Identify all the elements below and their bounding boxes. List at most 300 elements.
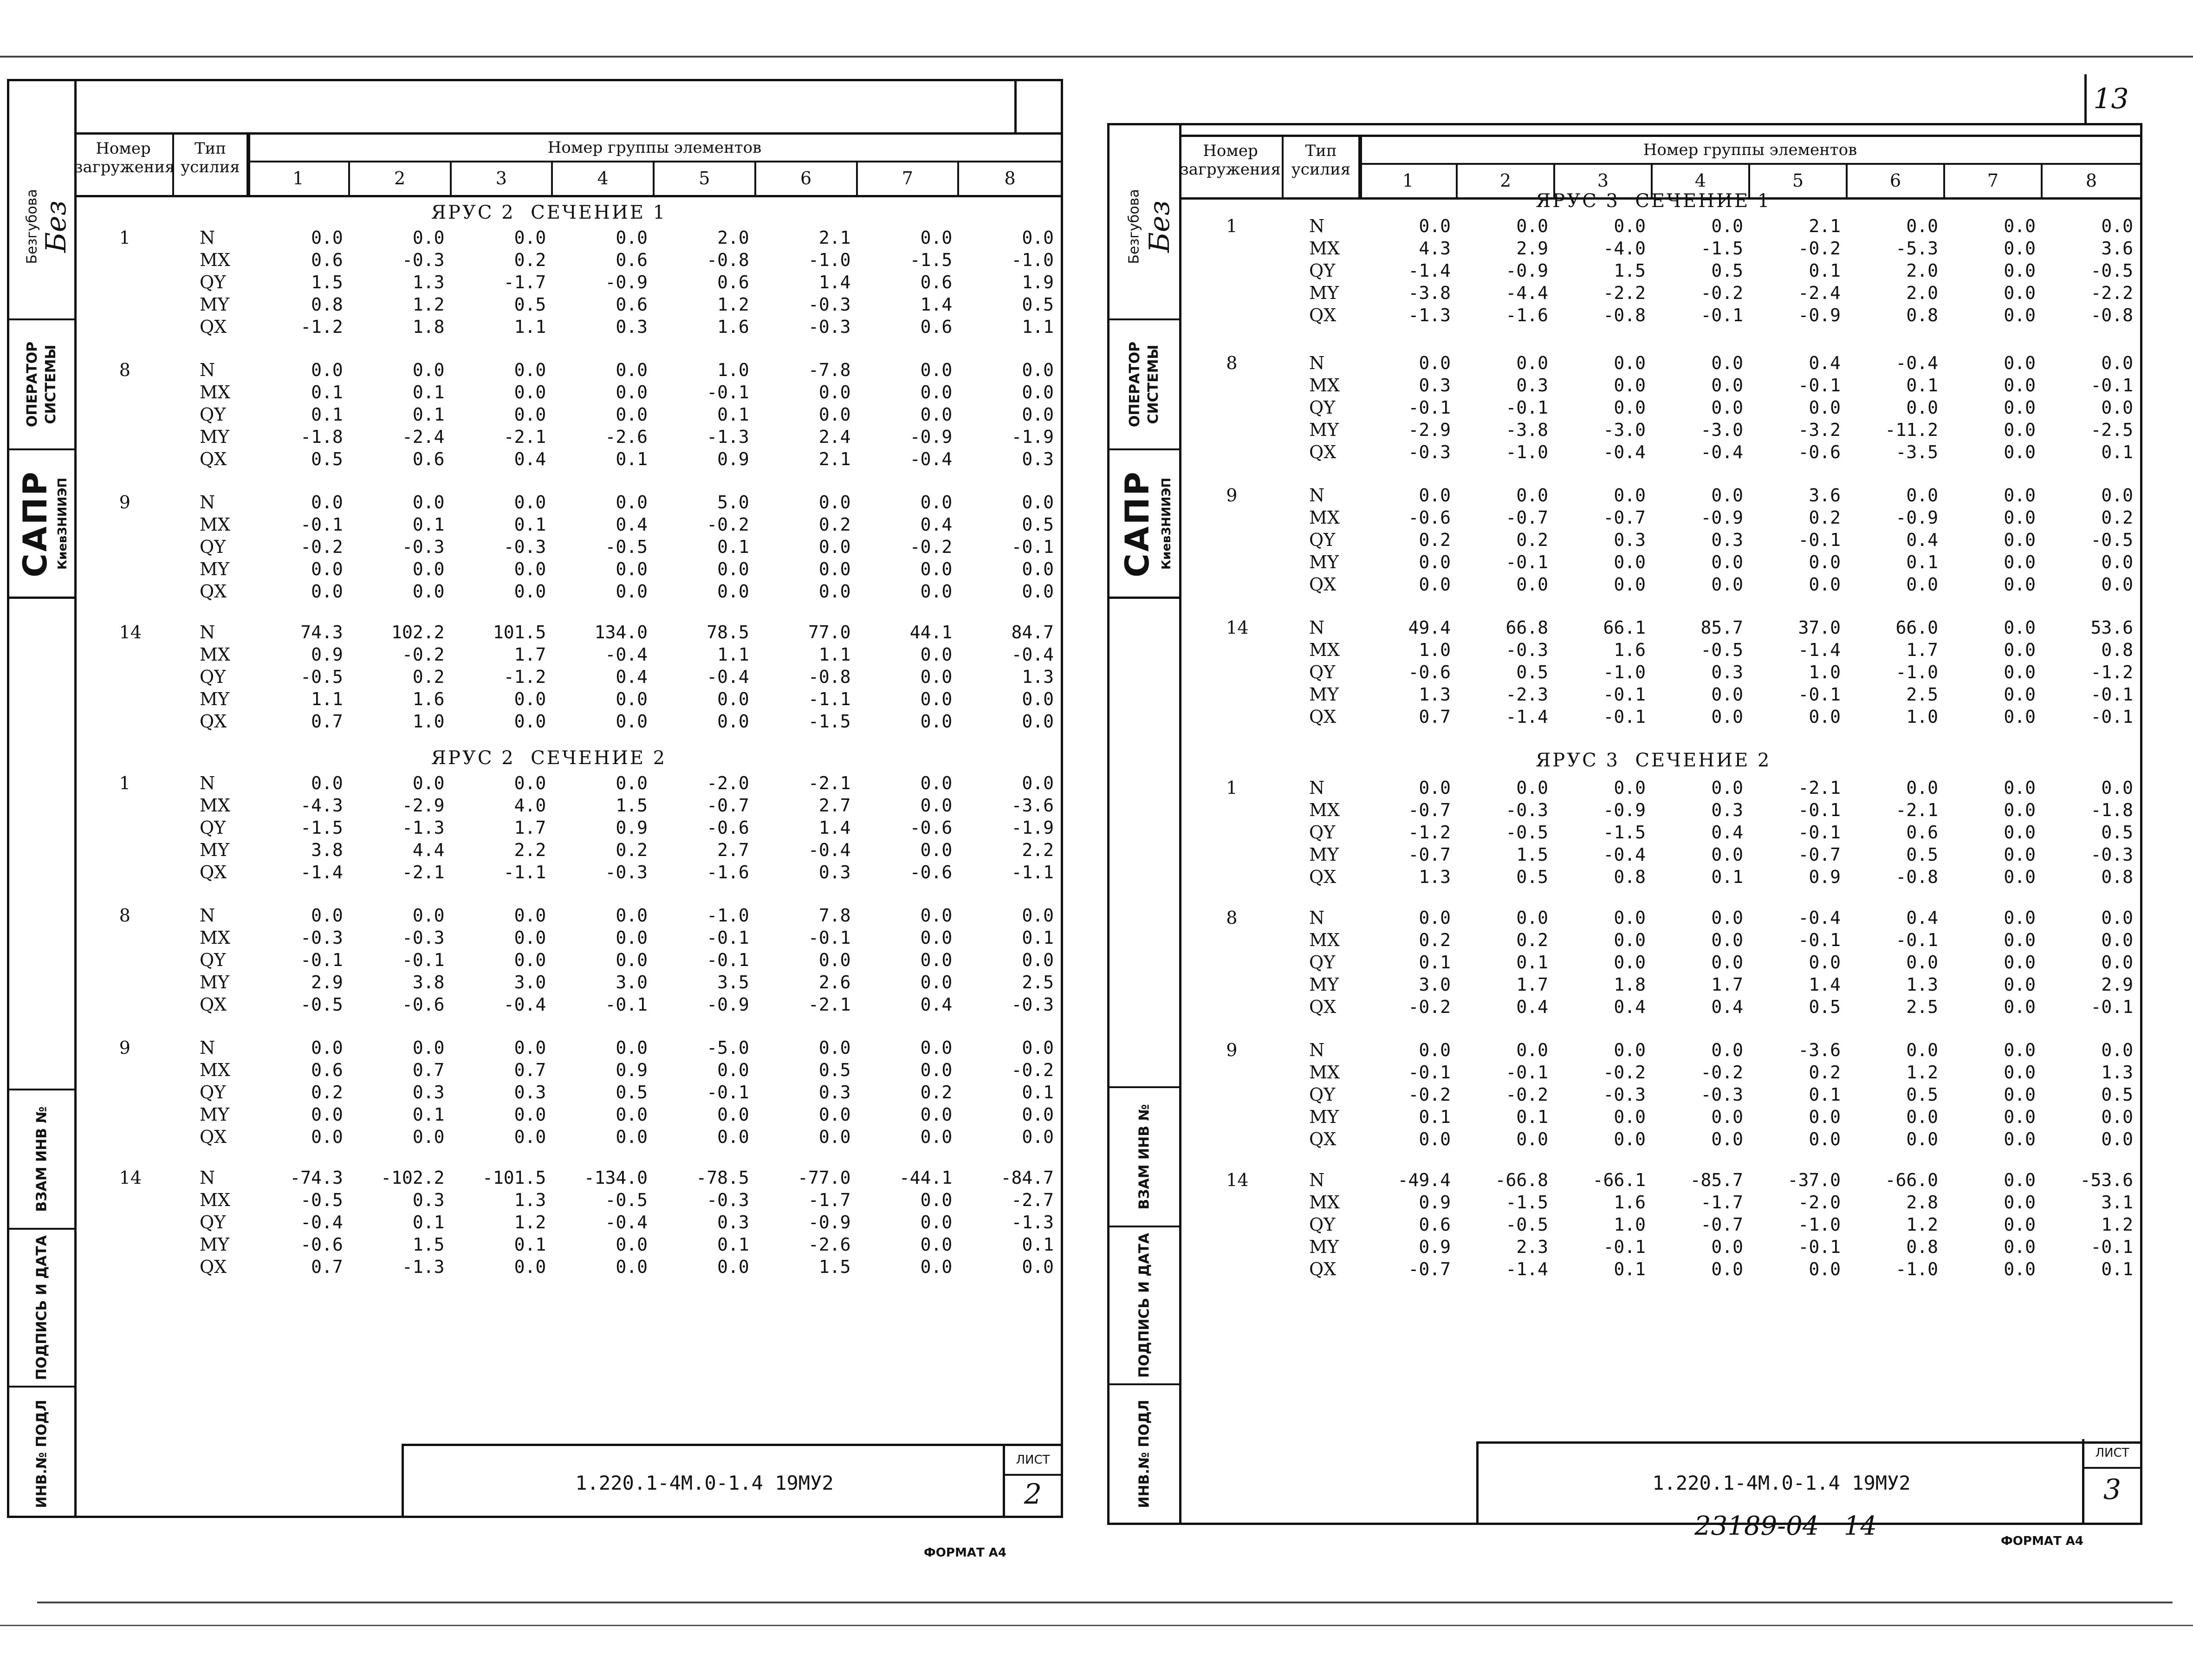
value-cell: 0.0 — [2004, 283, 2036, 303]
value-cell: 0.1 — [1906, 375, 1938, 396]
invpodl-box-r — [1109, 1383, 1179, 1523]
force-type-label: MY — [1309, 283, 1339, 303]
value-cell: 0.0 — [1809, 1107, 1841, 1127]
value-cell: 85.7 — [1700, 617, 1743, 638]
section-title: ЯРУС 2 СЕЧЕНИЕ 1 — [431, 202, 667, 223]
value-cell: -1.0 — [1798, 1214, 1841, 1235]
force-type-label: MY — [200, 972, 229, 992]
value-cell: -3.6 — [1798, 1040, 1841, 1060]
header-load-number: Номер загружения — [74, 135, 174, 195]
podpis-box — [9, 1228, 74, 1386]
value-cell: -0.1 — [1505, 1062, 1548, 1083]
load-number: 9 — [119, 492, 130, 512]
value-cell: -2.2 — [2090, 283, 2133, 303]
value-cell: -1.5 — [1700, 238, 1743, 259]
force-type-label: QY — [1309, 822, 1336, 843]
header-group-title: Номер группы элементов — [1360, 137, 2140, 165]
value-cell: 0.9 — [1809, 867, 1841, 887]
value-cell: 0.0 — [1809, 1129, 1841, 1149]
force-type-label: N — [1309, 1040, 1325, 1060]
value-cell: 0.0 — [616, 928, 648, 948]
value-cell: -2.9 — [402, 795, 445, 816]
value-cell: 0.0 — [2004, 530, 2036, 550]
value-cell: 0.0 — [1711, 844, 1743, 865]
force-type-label: MY — [1309, 552, 1339, 572]
value-cell: -11.2 — [1885, 420, 1938, 440]
header-col-3: 3 — [452, 162, 553, 195]
value-cell: 0.0 — [514, 950, 546, 970]
vzam-label: ВЗАМ ИНВ № — [33, 1106, 50, 1212]
value-cell: 0.2 — [1419, 530, 1451, 550]
value-cell: -0.4 — [1011, 644, 1054, 665]
force-type-label: MX — [1309, 800, 1340, 820]
force-type-label: QY — [1309, 397, 1336, 418]
value-cell: 0.0 — [1906, 485, 1938, 506]
value-cell: 0.0 — [1614, 1040, 1646, 1060]
header-col-1: 1 — [1360, 165, 1458, 197]
value-cell: 1.3 — [2101, 1062, 2133, 1083]
value-cell: 0.0 — [311, 905, 343, 926]
value-cell: 0.0 — [2004, 867, 2036, 887]
value-cell: 0.0 — [920, 1234, 953, 1255]
value-cell: 1.2 — [412, 294, 445, 315]
value-cell: 1.4 — [818, 272, 851, 292]
value-cell: -0.2 — [1505, 1084, 1548, 1105]
value-cell: 1.2 — [1906, 1062, 1938, 1083]
header-force-type: Тип усилия — [1284, 137, 1360, 197]
value-cell: 0.0 — [1419, 485, 1451, 506]
value-cell: -2.3 — [1505, 684, 1548, 705]
value-cell: -0.7 — [1505, 507, 1548, 528]
value-cell: 1.3 — [1022, 667, 1054, 687]
value-cell: -0.3 — [1011, 994, 1054, 1015]
value-cell: 0.0 — [2004, 930, 2036, 950]
sheet-left — [7, 79, 1063, 1518]
value-cell: -0.1 — [1408, 397, 1451, 418]
value-cell: 134.0 — [594, 622, 648, 642]
value-cell: 0.0 — [1022, 360, 1054, 380]
value-cell: -1.5 — [808, 711, 851, 732]
value-cell: 0.1 — [311, 382, 343, 402]
load-number: 1 — [1226, 216, 1238, 236]
value-cell: -3.6 — [1011, 795, 1054, 816]
force-type-label: QX — [1309, 707, 1337, 727]
force-type-label: MX — [1309, 238, 1340, 259]
value-cell: 0.0 — [514, 905, 546, 926]
value-cell: 0.0 — [311, 581, 343, 602]
value-cell: 2.6 — [818, 972, 851, 992]
value-cell: -1.2 — [2090, 662, 2133, 682]
value-cell: 0.8 — [311, 294, 343, 315]
value-cell: 0.0 — [412, 773, 445, 793]
section-title: ЯРУС 2 СЕЧЕНИЕ 2 — [431, 747, 667, 769]
force-type-label: QX — [200, 317, 227, 337]
value-cell: 1.5 — [818, 1257, 851, 1277]
value-cell: 0.0 — [1711, 778, 1743, 798]
force-type-label: N — [200, 360, 215, 380]
value-cell: -66.8 — [1495, 1170, 1548, 1190]
value-cell: 0.0 — [1419, 908, 1451, 928]
header-col-8: 8 — [2085, 170, 2097, 191]
value-cell: -5.3 — [1895, 238, 1938, 259]
value-cell: 0.5 — [1711, 260, 1743, 281]
value-cell: -1.0 — [1011, 250, 1054, 270]
value-cell: -0.9 — [605, 272, 648, 292]
invpodl-box — [9, 1386, 74, 1520]
author-name-r: Безгубова — [1126, 189, 1142, 264]
value-cell: 66.8 — [1505, 617, 1548, 638]
value-cell: 0.0 — [412, 905, 445, 926]
value-cell: 0.0 — [1614, 485, 1646, 506]
value-cell: 0.0 — [920, 667, 953, 687]
value-cell: -66.1 — [1592, 1170, 1646, 1190]
force-type-label: MX — [200, 1060, 230, 1080]
value-cell: 0.0 — [1906, 1129, 1938, 1149]
value-cell: 0.0 — [2004, 908, 2036, 928]
value-cell: 0.0 — [1614, 216, 1646, 236]
value-cell: 0.7 — [311, 711, 343, 732]
force-type-label: QY — [1309, 1214, 1336, 1235]
force-type-label: MX — [200, 514, 230, 535]
value-cell: -85.7 — [1690, 1170, 1743, 1190]
value-cell: 0.0 — [616, 1257, 648, 1277]
value-cell: 0.0 — [920, 905, 953, 926]
value-cell: 0.2 — [311, 1082, 343, 1103]
value-cell: 2.2 — [1022, 840, 1054, 860]
value-cell: 1.7 — [1516, 974, 1548, 995]
value-cell: 0.0 — [2004, 684, 2036, 705]
value-cell: 0.0 — [1711, 1129, 1743, 1149]
value-cell: 0.0 — [1711, 574, 1743, 595]
value-cell: 0.0 — [2004, 552, 2036, 572]
value-cell: 0.0 — [1809, 574, 1841, 595]
value-cell: -0.6 — [300, 1234, 343, 1255]
value-cell: 3.8 — [412, 972, 445, 992]
value-cell: 0.1 — [1711, 867, 1743, 887]
value-cell: -0.6 — [1408, 507, 1451, 528]
value-cell: 0.6 — [920, 272, 953, 292]
value-cell: -1.1 — [503, 862, 546, 882]
page-number: 13 — [2093, 83, 2129, 115]
value-cell: 0.0 — [2004, 1259, 2036, 1279]
value-cell: 2.0 — [1906, 260, 1938, 281]
value-cell: 0.0 — [1906, 1107, 1938, 1127]
value-cell: 0.0 — [514, 711, 546, 732]
value-cell: -0.3 — [402, 537, 445, 557]
value-cell: 0.0 — [514, 404, 546, 425]
value-cell: -0.1 — [707, 928, 749, 948]
value-cell: -0.1 — [2090, 375, 2133, 396]
value-cell: 1.4 — [818, 817, 851, 838]
value-cell: -0.1 — [1798, 375, 1841, 396]
force-type-label: N — [1309, 216, 1325, 236]
value-cell: 0.4 — [920, 514, 953, 535]
header-col-1: 1 — [248, 162, 350, 195]
value-cell: -0.1 — [2090, 684, 2133, 705]
value-cell: 0.0 — [2101, 778, 2133, 798]
value-cell: 0.0 — [2004, 640, 2036, 660]
value-cell: -0.8 — [707, 250, 749, 270]
value-cell: -0.7 — [1700, 1214, 1743, 1235]
value-cell: 2.5 — [1906, 684, 1938, 705]
value-cell: 0.4 — [1711, 822, 1743, 843]
value-cell: 1.5 — [311, 272, 343, 292]
value-cell: 0.8 — [1614, 867, 1646, 887]
podpis-label: ПОДПИСЬ И ДАТА — [33, 1235, 50, 1381]
value-cell: -0.2 — [1408, 997, 1451, 1017]
value-cell: -0.9 — [707, 994, 749, 1015]
value-cell: 0.0 — [311, 1127, 343, 1147]
value-cell: -101.5 — [482, 1168, 546, 1188]
value-cell: -0.1 — [605, 994, 648, 1015]
sheet-label-r: ЛИСТ — [2084, 1439, 2140, 1469]
value-cell: 0.0 — [920, 404, 953, 425]
value-cell: -134.0 — [584, 1168, 648, 1188]
force-type-label: MX — [200, 382, 230, 402]
force-type-label: QX — [1309, 1129, 1337, 1149]
load-number: 14 — [119, 622, 142, 642]
value-cell: 53.6 — [2090, 617, 2133, 638]
value-cell: 0.5 — [1906, 1084, 1938, 1105]
value-cell: 0.4 — [1516, 997, 1548, 1017]
vzam-box-r — [1109, 1086, 1179, 1226]
value-cell: -4.3 — [300, 795, 343, 816]
value-cell: 0.2 — [818, 514, 851, 535]
value-cell: 101.5 — [493, 622, 546, 642]
force-type-label: MX — [200, 250, 230, 270]
force-type-label: MY — [1309, 420, 1339, 440]
doc-code: 1.220.1-4М.0-1.4 19МУ2 — [575, 1472, 834, 1494]
value-cell: 0.0 — [2004, 1170, 2036, 1190]
value-cell: 0.0 — [2101, 574, 2133, 595]
value-cell: 1.0 — [717, 360, 749, 380]
value-cell: 0.0 — [1614, 1129, 1646, 1149]
force-type-label: MY — [1309, 974, 1339, 995]
value-cell: -0.1 — [1408, 1062, 1451, 1083]
value-cell: 0.1 — [717, 404, 749, 425]
value-cell: 2.5 — [1906, 997, 1938, 1017]
force-type-label: QX — [1309, 867, 1337, 887]
value-cell: 0.0 — [2004, 997, 2036, 1017]
value-cell: 0.0 — [1711, 1259, 1743, 1279]
value-cell: 0.0 — [818, 404, 851, 425]
value-cell: 78.5 — [707, 622, 749, 642]
value-cell: 0.0 — [818, 1038, 851, 1058]
force-type-label: QX — [1309, 305, 1337, 325]
value-cell: 0.6 — [311, 250, 343, 270]
value-cell: 0.3 — [818, 1082, 851, 1103]
value-cell: 0.0 — [920, 972, 953, 992]
value-cell: -1.6 — [707, 862, 749, 882]
value-cell: 0.0 — [1614, 353, 1646, 373]
value-cell: 1.5 — [1614, 260, 1646, 281]
value-cell: 84.7 — [1011, 622, 1054, 642]
value-cell: 0.0 — [1906, 952, 1938, 973]
value-cell: -0.6 — [402, 994, 445, 1015]
value-cell: -0.3 — [1505, 800, 1548, 820]
force-type-label: N — [200, 1038, 215, 1058]
force-type-label: MX — [1309, 375, 1340, 396]
value-cell: 0.3 — [616, 317, 648, 337]
value-cell: -1.0 — [707, 905, 749, 926]
value-cell: -0.4 — [503, 994, 546, 1015]
invpodl-label: ИНВ.№ ПОДЛ — [33, 1400, 50, 1508]
value-cell: -0.1 — [808, 928, 851, 948]
force-type-label: N — [1309, 1170, 1325, 1190]
value-cell: -0.5 — [605, 537, 648, 557]
value-cell: 0.0 — [920, 559, 953, 579]
force-type-label: N — [1309, 617, 1325, 638]
value-cell: -0.4 — [605, 1212, 648, 1232]
value-cell: 0.5 — [1906, 844, 1938, 865]
value-cell: 0.0 — [818, 559, 851, 579]
value-cell: 0.0 — [616, 1127, 648, 1147]
value-cell: -0.2 — [1798, 238, 1841, 259]
value-cell: 0.3 — [1711, 530, 1743, 550]
value-cell: -0.5 — [1505, 822, 1548, 843]
value-cell: 0.0 — [514, 773, 546, 793]
value-cell: 0.0 — [2101, 397, 2133, 418]
value-cell: 0.0 — [2004, 800, 2036, 820]
value-cell: -1.5 — [909, 250, 953, 270]
section-title: ЯРУС 3 СЕЧЕНИЕ 2 — [1536, 750, 1771, 771]
value-cell: 0.2 — [1516, 530, 1548, 550]
force-type-label: MX — [1309, 507, 1340, 528]
value-cell: 0.0 — [1906, 216, 1938, 236]
value-cell: 0.6 — [920, 317, 953, 337]
header-col-5: 5 — [655, 162, 756, 195]
force-type-label: MX — [1309, 640, 1340, 660]
value-cell: 2.0 — [717, 227, 749, 248]
value-cell: -0.1 — [1798, 1237, 1841, 1257]
org-label-r: КиевЗНИИЭП — [1160, 477, 1174, 570]
value-cell: 0.0 — [920, 382, 953, 402]
force-type-label: QX — [1309, 442, 1337, 462]
header-col-6: 6 — [1848, 165, 1945, 197]
value-cell: 1.2 — [514, 1212, 546, 1232]
value-cell: 2.3 — [1516, 1237, 1548, 1257]
value-cell: 0.6 — [311, 1060, 343, 1080]
value-cell: -2.5 — [2090, 420, 2133, 440]
force-type-label: MY — [200, 294, 229, 315]
load-col-border — [1360, 137, 1362, 197]
force-type-label: MY — [1309, 844, 1339, 865]
value-cell: 0.1 — [1419, 952, 1451, 973]
force-type-label: N — [1309, 908, 1325, 928]
format-label-right: ФОРМАТ А4 — [2001, 1534, 2083, 1548]
value-cell: -1.9 — [1011, 427, 1054, 447]
force-type-label: QX — [200, 1127, 227, 1147]
value-cell: 1.3 — [1419, 684, 1451, 705]
value-cell: 0.0 — [616, 1104, 648, 1125]
value-cell: -0.9 — [1895, 507, 1938, 528]
value-cell: -0.3 — [1603, 1084, 1646, 1105]
force-type-label: MY — [200, 427, 229, 447]
org-label: КиевЗНИИЭП — [55, 477, 70, 570]
value-cell: 44.1 — [909, 622, 953, 642]
value-cell: 1.5 — [412, 1234, 445, 1255]
top-rule — [0, 56, 2193, 58]
load-number: 8 — [119, 360, 130, 380]
value-cell: 0.0 — [1419, 216, 1451, 236]
value-cell: 0.0 — [1614, 778, 1646, 798]
value-cell: -0.3 — [300, 928, 343, 948]
value-cell: -0.1 — [707, 950, 749, 970]
value-cell: -0.3 — [1408, 442, 1451, 462]
value-cell: 1.0 — [1419, 640, 1451, 660]
value-cell: 0.0 — [2004, 1192, 2036, 1213]
value-cell: 0.0 — [818, 581, 851, 602]
value-cell: -0.1 — [2090, 1237, 2133, 1257]
force-type-label: MY — [200, 689, 229, 709]
value-cell: -7.8 — [808, 360, 851, 380]
value-cell: 0.4 — [616, 514, 648, 535]
header-load-number: Номер загружения — [1179, 137, 1284, 197]
value-cell: 1.1 — [818, 644, 851, 665]
value-cell: 0.4 — [1906, 530, 1938, 550]
value-cell: -2.2 — [1603, 283, 1646, 303]
value-cell: 0.0 — [2004, 485, 2036, 506]
value-cell: 0.0 — [920, 360, 953, 380]
header-col-5: 5 — [1750, 165, 1848, 197]
value-cell: 0.0 — [1022, 559, 1054, 579]
value-cell: -4.0 — [1603, 238, 1646, 259]
value-cell: -0.1 — [1895, 930, 1938, 950]
value-cell: 0.0 — [1614, 1107, 1646, 1127]
value-cell: 0.0 — [1022, 404, 1054, 425]
value-cell: 0.0 — [514, 227, 546, 248]
sidebar-right — [1109, 125, 1181, 1523]
force-type-label: QX — [200, 711, 227, 732]
value-cell: -0.9 — [1798, 305, 1841, 325]
value-cell: -77.0 — [798, 1168, 851, 1188]
value-cell: -2.0 — [1798, 1192, 1841, 1213]
value-cell: 1.0 — [1906, 707, 1938, 727]
value-cell: -2.9 — [1408, 420, 1451, 440]
value-cell: 0.0 — [2004, 238, 2036, 259]
value-cell: -0.9 — [909, 427, 953, 447]
value-cell: 0.0 — [1614, 397, 1646, 418]
value-cell: 0.0 — [616, 711, 648, 732]
value-cell: 0.5 — [1022, 514, 1054, 535]
force-type-label: MX — [200, 644, 230, 665]
value-cell: 0.0 — [1022, 382, 1054, 402]
value-cell: -1.2 — [1408, 822, 1451, 843]
value-cell: -2.1 — [1895, 800, 1938, 820]
value-cell: -5.0 — [707, 1038, 749, 1058]
value-cell: -0.4 — [1700, 442, 1743, 462]
value-cell: 0.5 — [818, 1060, 851, 1080]
header-col-2: 2 — [350, 162, 452, 195]
author-box-r — [1109, 135, 1179, 320]
value-cell: 0.0 — [514, 382, 546, 402]
vzam-box — [9, 1089, 74, 1228]
value-cell: 0.0 — [920, 928, 953, 948]
value-cell: 1.2 — [717, 294, 749, 315]
value-cell: -1.7 — [808, 1190, 851, 1210]
author-name: Безгубова — [24, 189, 40, 264]
force-type-label: MY — [1309, 684, 1339, 705]
value-cell: 0.1 — [2101, 1259, 2133, 1279]
value-cell: 0.0 — [514, 1127, 546, 1147]
value-cell: 0.3 — [1614, 530, 1646, 550]
sheet-number: 2 — [1024, 1478, 1042, 1511]
value-cell: -1.4 — [1505, 707, 1548, 727]
value-cell: -0.1 — [1603, 707, 1646, 727]
value-cell: 1.0 — [1809, 662, 1841, 682]
force-type-label: QX — [200, 1257, 227, 1277]
value-cell: 0.0 — [920, 711, 953, 732]
